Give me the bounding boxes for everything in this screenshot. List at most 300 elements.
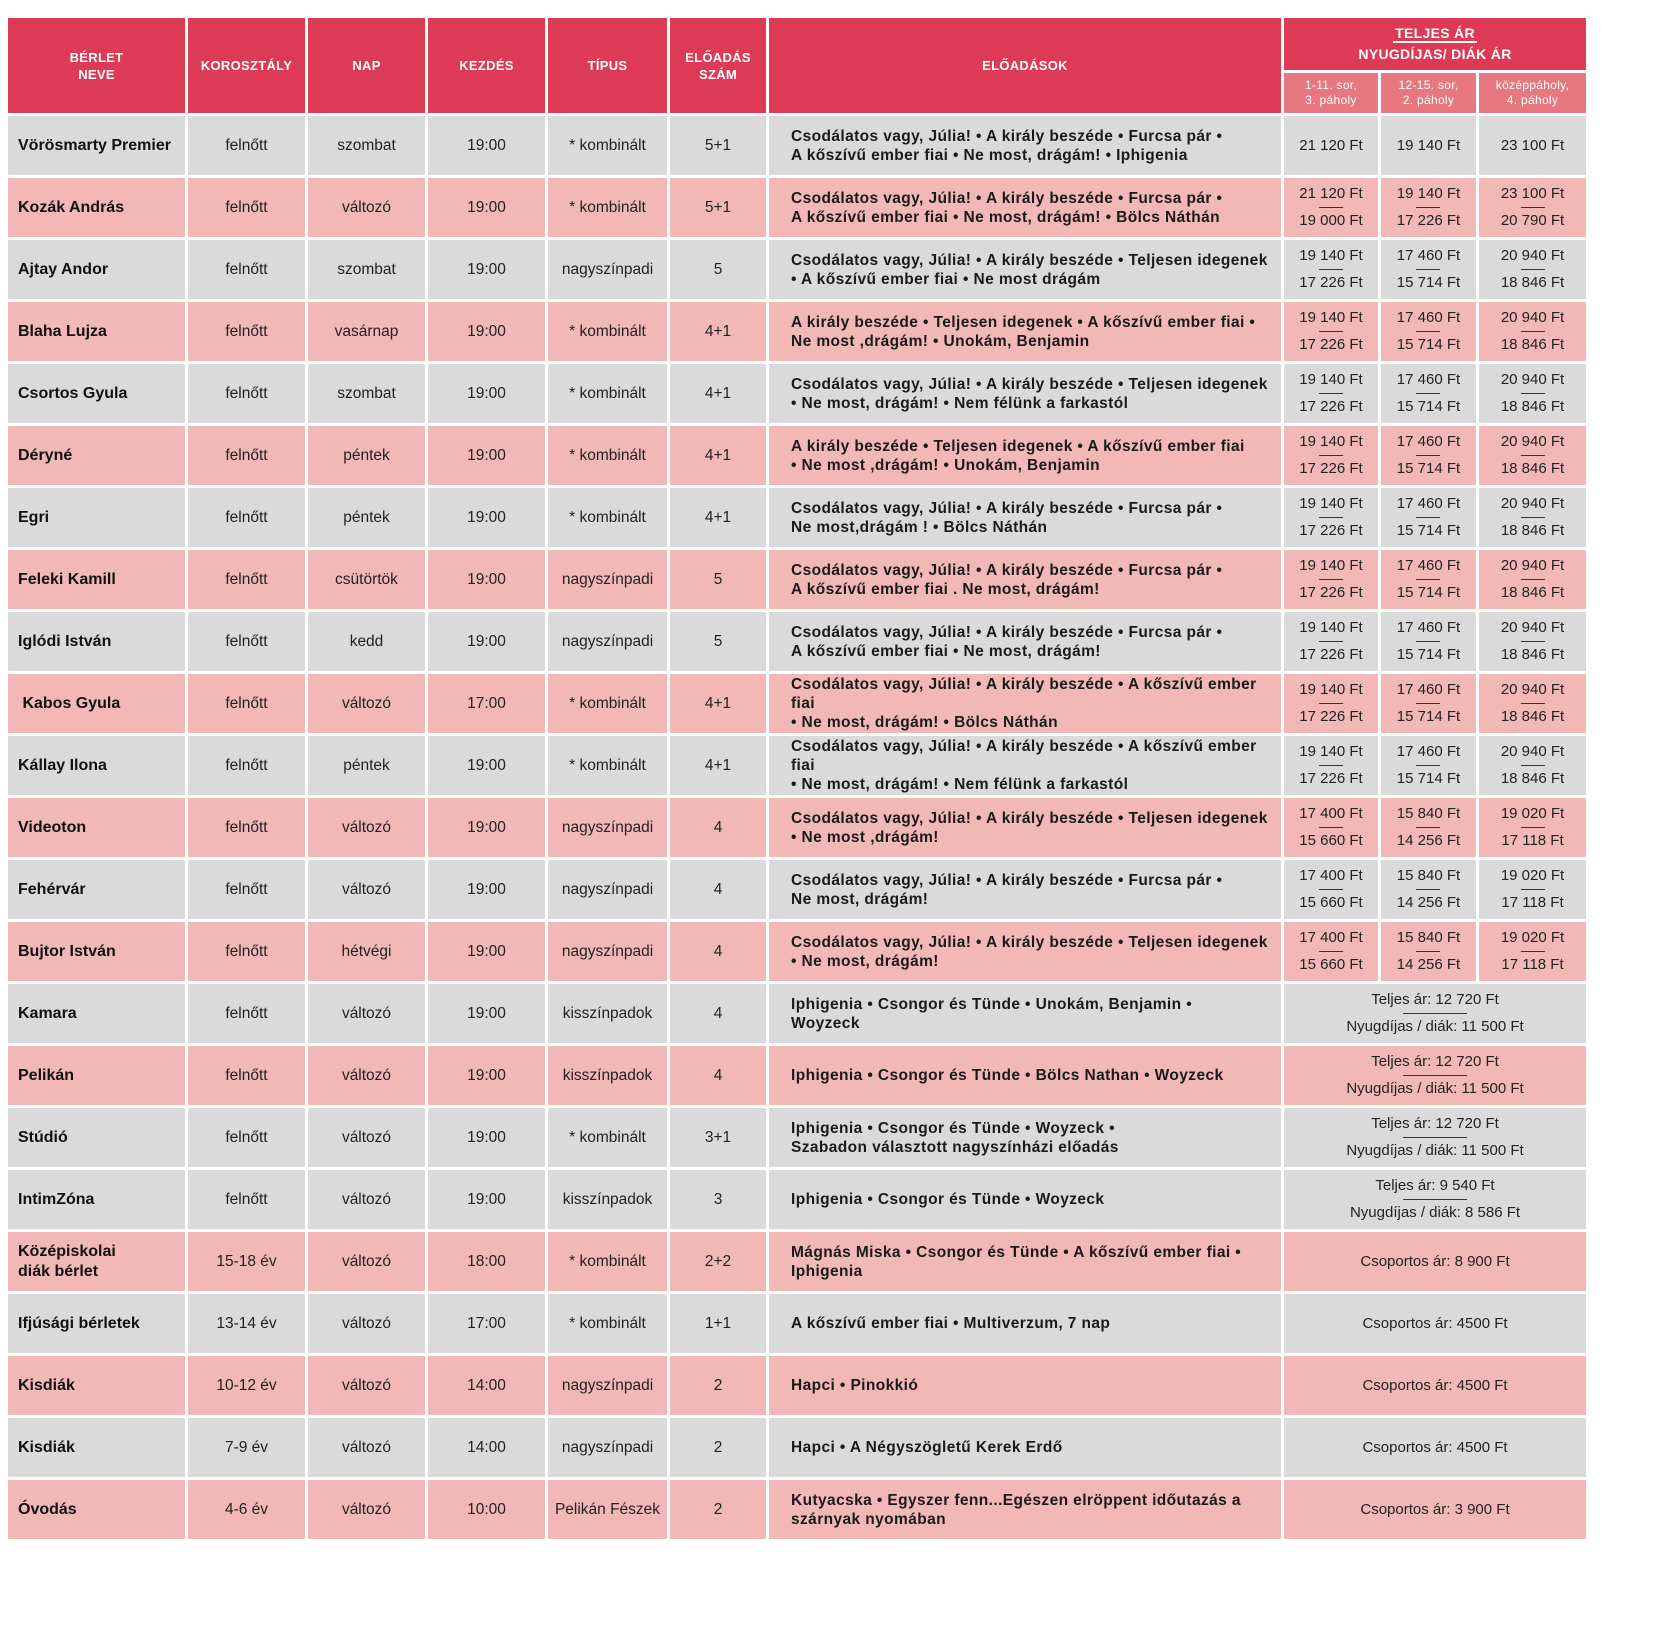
price-zone-2 — [1381, 550, 1476, 609]
start-time: 19:00 — [428, 612, 545, 671]
age-group: felnőtt — [188, 488, 305, 547]
subscription-name — [8, 984, 185, 1043]
reduced-price: 18 846 Ft — [1500, 398, 1565, 415]
day: változó — [308, 674, 425, 733]
fraction-divider — [1521, 703, 1545, 704]
reduced-price: 18 846 Ft — [1500, 522, 1565, 539]
subscription-name — [8, 116, 185, 175]
shows-line-2: Ne most, drágám! — [791, 890, 929, 908]
fraction-divider — [1403, 1075, 1467, 1076]
reduced-price: 15 660 Ft — [1299, 832, 1363, 849]
start-time: 19:00 — [428, 984, 545, 1043]
table-row — [8, 364, 1586, 423]
group-price: Csoportos ár: 3 900 Ft — [1284, 1480, 1586, 1539]
full-price: 20 940 Ft — [1500, 743, 1565, 760]
fraction-divider — [1521, 641, 1545, 642]
subscription-name — [8, 860, 185, 919]
fraction-divider — [1521, 579, 1545, 580]
full-price: 20 940 Ft — [1500, 619, 1565, 636]
full-price: 23 100 Ft — [1500, 185, 1565, 202]
shows-list — [769, 860, 1281, 919]
reduced-price: 15 714 Ft — [1396, 584, 1461, 601]
age-group: felnőtt — [188, 240, 305, 299]
reduced-price: 17 226 Ft — [1299, 460, 1363, 477]
full-price: 17 460 Ft — [1396, 433, 1461, 450]
price-fraction — [1397, 804, 1460, 851]
day: változó — [308, 984, 425, 1043]
shows-line-2: • Ne most, drágám! — [791, 952, 939, 970]
type: nagyszínpadi — [548, 612, 667, 671]
age-group: felnőtt — [188, 364, 305, 423]
fraction-divider — [1319, 269, 1343, 270]
shows-list — [769, 488, 1281, 547]
fraction-divider — [1416, 579, 1440, 580]
subscription-name-text: Kamara — [18, 1004, 77, 1022]
subscription-name-text: Feleki Kamill — [18, 570, 116, 588]
day: változó — [308, 1480, 425, 1539]
table-row — [8, 240, 1586, 299]
start-time: 19:00 — [428, 1108, 545, 1167]
shows-line-1: Iphigenia • Csongor és Tünde • Unokám, Benjamin • — [791, 995, 1193, 1013]
start-time: 19:00 — [428, 364, 545, 423]
shows-list — [769, 364, 1281, 423]
start-time: 19:00 — [428, 860, 545, 919]
full-price: 17 460 Ft — [1396, 309, 1461, 326]
subscription-name — [8, 550, 185, 609]
price-fraction — [1299, 370, 1362, 417]
full-price: 17 400 Ft — [1299, 929, 1363, 946]
age-group: 10-12 év — [188, 1356, 305, 1415]
price-fraction — [1397, 370, 1460, 417]
subscription-table — [5, 15, 1589, 1542]
price-fraction — [1397, 556, 1460, 603]
price-zone-3 — [1479, 922, 1586, 981]
price-zone-3 — [1479, 488, 1586, 547]
age-group: 7-9 év — [188, 1418, 305, 1477]
combined-price — [1284, 984, 1586, 1043]
subscription-name-text: Stúdió — [18, 1128, 68, 1146]
show-count: 4 — [670, 984, 766, 1043]
age-group: felnőtt — [188, 116, 305, 175]
price-zone-1 — [1284, 736, 1378, 795]
price-zone-2 — [1381, 426, 1476, 485]
reduced-price: 17 226 Ft — [1299, 398, 1363, 415]
shows-line-1: Csodálatos vagy, Júlia! • A király beszéde • Furcsa pár • — [791, 127, 1223, 145]
table-row — [8, 1170, 1586, 1229]
reduced-price: 15 714 Ft — [1396, 646, 1461, 663]
start-time: 10:00 — [428, 1480, 545, 1539]
price-zone-2 — [1381, 922, 1476, 981]
reduced-price: 15 660 Ft — [1299, 956, 1363, 973]
reduced-price: 17 226 Ft — [1299, 770, 1363, 787]
start-time: 19:00 — [428, 922, 545, 981]
show-count: 5+1 — [670, 116, 766, 175]
price-zone-1: 21 120 Ft — [1284, 116, 1378, 175]
price-zone-3 — [1479, 426, 1586, 485]
show-count: 1+1 — [670, 1294, 766, 1353]
fraction-divider — [1319, 455, 1343, 456]
header-age: KOROSZTÁLY — [188, 18, 305, 113]
reduced-price: 14 256 Ft — [1396, 956, 1461, 973]
start-time: 19:00 — [428, 488, 545, 547]
start-time: 19:00 — [428, 550, 545, 609]
shows-list — [769, 1480, 1281, 1539]
subscription-name — [8, 736, 185, 795]
age-group: felnőtt — [188, 302, 305, 361]
fraction-divider — [1416, 951, 1440, 952]
start-time: 19:00 — [428, 302, 545, 361]
full-price: 17 460 Ft — [1396, 371, 1461, 388]
shows-line-2: Iphigenia — [791, 1262, 863, 1280]
type: Pelikán Fészek — [548, 1480, 667, 1539]
table-row — [8, 674, 1586, 733]
show-count: 2+2 — [670, 1232, 766, 1291]
age-group: felnőtt — [188, 1046, 305, 1105]
shows-line-1: Iphigenia • Csongor és Tünde • Woyzeck • — [791, 1119, 1115, 1137]
price-zone-2 — [1381, 488, 1476, 547]
reduced-price: 17 226 Ft — [1299, 336, 1363, 353]
shows-line-2: • Ne most ,drágám! — [791, 828, 939, 846]
header-day: NAP — [308, 18, 425, 113]
fraction-divider — [1319, 393, 1343, 394]
age-group: felnőtt — [188, 798, 305, 857]
fraction-divider — [1521, 455, 1545, 456]
reduced-price: 17 226 Ft — [1396, 212, 1461, 229]
price-zone-2 — [1381, 178, 1476, 237]
show-count: 5 — [670, 240, 766, 299]
price-fraction — [1397, 184, 1460, 231]
shows-line-1: Hapci • Pinokkió — [791, 1377, 919, 1394]
full-price: 19 140 Ft — [1299, 433, 1363, 450]
price-fraction — [1346, 1114, 1523, 1161]
fraction-divider — [1416, 703, 1440, 704]
price-zone-3 — [1479, 550, 1586, 609]
price-zone-3 — [1479, 302, 1586, 361]
shows-line-1: Csodálatos vagy, Júlia! • A király beszéde • Furcsa pár • — [791, 189, 1223, 207]
fraction-divider — [1319, 207, 1343, 208]
shows-line-2: • Ne most, drágám! • Nem félünk a farkastól — [791, 394, 1129, 412]
type: * kombinált — [548, 364, 667, 423]
fraction-divider — [1416, 641, 1440, 642]
full-price: 20 940 Ft — [1500, 557, 1565, 574]
day: változó — [308, 1170, 425, 1229]
type: * kombinált — [548, 1108, 667, 1167]
fraction-divider — [1416, 517, 1440, 518]
table-row — [8, 1480, 1586, 1539]
subscription-name-text: Bujtor István — [18, 942, 116, 960]
header-name: BÉRLET NEVE — [8, 18, 185, 113]
shows-line-1: Csodálatos vagy, Júlia! • A király beszéde • Teljesen idegenek — [791, 251, 1268, 269]
shows-line-1: Iphigenia • Csongor és Tünde • Woyzeck — [791, 1191, 1105, 1208]
subscription-name — [8, 302, 185, 361]
header-shows: ELŐADÁSOK — [769, 18, 1281, 113]
table-row — [8, 1108, 1586, 1167]
price-fraction — [1397, 246, 1460, 293]
reduced-price: 18 846 Ft — [1500, 770, 1565, 787]
price-zone-2 — [1381, 674, 1476, 733]
show-count: 4+1 — [670, 364, 766, 423]
full-price: 17 460 Ft — [1396, 619, 1461, 636]
fraction-divider — [1319, 827, 1343, 828]
price-zone-1 — [1284, 798, 1378, 857]
shows-line-1: Csodálatos vagy, Júlia! • A király beszéde • Teljesen idegenek — [791, 809, 1268, 827]
shows-list — [769, 302, 1281, 361]
subscription-name — [8, 488, 185, 547]
reduced-price: 15 714 Ft — [1396, 274, 1461, 291]
show-count: 3+1 — [670, 1108, 766, 1167]
fraction-divider — [1521, 207, 1545, 208]
price-fraction — [1299, 308, 1362, 355]
show-count: 2 — [670, 1418, 766, 1477]
shows-list — [769, 178, 1281, 237]
subscription-name-text: Kisdiák — [18, 1376, 75, 1394]
start-time: 19:00 — [428, 426, 545, 485]
shows-list — [769, 984, 1281, 1043]
fraction-divider — [1521, 827, 1545, 828]
reduced-price: 17 118 Ft — [1501, 832, 1564, 849]
price-fraction — [1350, 1176, 1520, 1223]
full-price: 20 940 Ft — [1500, 433, 1565, 450]
full-price: 19 140 Ft — [1299, 371, 1363, 388]
price-fraction — [1299, 804, 1362, 851]
table-row — [8, 178, 1586, 237]
type: * kombinált — [548, 302, 667, 361]
price-zone-2 — [1381, 364, 1476, 423]
start-time: 14:00 — [428, 1418, 545, 1477]
subscription-name-text: Kisdiák — [18, 1438, 75, 1456]
reduced-price: 15 714 Ft — [1396, 522, 1461, 539]
price-fraction — [1397, 308, 1460, 355]
type: * kombinált — [548, 426, 667, 485]
shows-line-2: A kőszívű ember fiai • Ne most, drágám! • Iphigenia — [791, 146, 1188, 164]
price-zone-3 — [1479, 674, 1586, 733]
reduced-price: 17 118 Ft — [1501, 894, 1564, 911]
price-zone-1 — [1284, 922, 1378, 981]
price-zone-2 — [1381, 240, 1476, 299]
full-price: 17 460 Ft — [1396, 557, 1461, 574]
price-fraction — [1299, 246, 1362, 293]
reduced-price: 18 846 Ft — [1500, 646, 1565, 663]
subscription-name-text: Videoton — [18, 818, 87, 836]
day: szombat — [308, 116, 425, 175]
age-group: 4-6 év — [188, 1480, 305, 1539]
full-price: 21 120 Ft — [1299, 185, 1363, 202]
show-count: 4+1 — [670, 302, 766, 361]
fraction-divider — [1416, 827, 1440, 828]
reduced-price: 14 256 Ft — [1396, 894, 1461, 911]
subscription-name — [8, 612, 185, 671]
type: kisszínpadok — [548, 1170, 667, 1229]
reduced-price: 15 714 Ft — [1396, 398, 1461, 415]
header-price-zone-2: 12-15. sor, 2. páholy — [1381, 73, 1476, 113]
shows-line-2: A kőszívű ember fiai • Ne most, drágám! • Bölcs Náthán — [791, 208, 1220, 226]
price-zone-1 — [1284, 860, 1378, 919]
table-row — [8, 426, 1586, 485]
table-row — [8, 984, 1586, 1043]
full-price: 19 020 Ft — [1500, 929, 1565, 946]
price-fraction — [1397, 680, 1460, 727]
day: szombat — [308, 364, 425, 423]
full-price: Teljes ár: 12 720 Ft — [1371, 1115, 1499, 1132]
full-price: 20 940 Ft — [1500, 309, 1565, 326]
price-zone-2 — [1381, 798, 1476, 857]
fraction-divider — [1416, 269, 1440, 270]
type: * kombinált — [548, 178, 667, 237]
shows-list — [769, 1418, 1281, 1477]
table-row — [8, 116, 1586, 175]
shows-list — [769, 1046, 1281, 1105]
subscription-name — [8, 1170, 185, 1229]
subscription-name-text: Kállay Ilona — [18, 756, 107, 774]
shows-line-1: Mágnás Miska • Csongor és Tünde • A kőszívű ember fiai • — [791, 1243, 1242, 1261]
price-fraction — [1397, 432, 1460, 479]
type: * kombinált — [548, 488, 667, 547]
price-fraction — [1501, 184, 1564, 231]
fraction-divider — [1319, 703, 1343, 704]
subscription-name — [8, 240, 185, 299]
age-group: felnőtt — [188, 178, 305, 237]
show-count: 2 — [670, 1480, 766, 1539]
shows-list — [769, 922, 1281, 981]
type: nagyszínpadi — [548, 798, 667, 857]
price-zone-1 — [1284, 302, 1378, 361]
shows-list — [769, 612, 1281, 671]
subscription-name — [8, 178, 185, 237]
full-price: 19 140 Ft — [1299, 681, 1363, 698]
shows-list — [769, 1170, 1281, 1229]
table-row — [8, 922, 1586, 981]
show-count: 5 — [670, 612, 766, 671]
day: változó — [308, 178, 425, 237]
shows-line-1: Csodálatos vagy, Júlia! • A király beszéde • Furcsa pár • — [791, 871, 1223, 889]
type: * kombinált — [548, 674, 667, 733]
price-fraction — [1501, 618, 1564, 665]
reduced-price: 15 714 Ft — [1396, 708, 1461, 725]
subscription-name-text: Egri — [18, 508, 50, 526]
subscription-name-text: Ajtay Andor — [18, 260, 109, 278]
subscription-name-text: Pelikán — [18, 1066, 75, 1084]
combined-price — [1284, 1046, 1586, 1105]
price-fraction — [1299, 556, 1362, 603]
subscription-name-line2: diák bérlet — [18, 1262, 99, 1280]
price-zone-3 — [1479, 798, 1586, 857]
day: péntek — [308, 426, 425, 485]
start-time: 19:00 — [428, 1046, 545, 1105]
age-group: felnőtt — [188, 984, 305, 1043]
full-price: 15 840 Ft — [1396, 805, 1461, 822]
price-zone-2: 19 140 Ft — [1381, 116, 1476, 175]
subscription-name-text: Óvodás — [18, 1500, 77, 1518]
combined-price — [1284, 1170, 1586, 1229]
price-fraction — [1346, 990, 1523, 1037]
price-fraction — [1501, 246, 1564, 293]
show-count: 2 — [670, 1356, 766, 1415]
table-row — [8, 736, 1586, 795]
header-price: TELJES ÁR NYUGDÍJAS/ DIÁK ÁR — [1284, 18, 1586, 70]
day: változó — [308, 1108, 425, 1167]
shows-list — [769, 1108, 1281, 1167]
reduced-price: 17 118 Ft — [1501, 956, 1564, 973]
price-fraction — [1501, 370, 1564, 417]
price-fraction — [1299, 742, 1362, 789]
shows-list — [769, 674, 1281, 733]
show-count: 4+1 — [670, 488, 766, 547]
subscription-name — [8, 1356, 185, 1415]
age-group: 13-14 év — [188, 1294, 305, 1353]
fraction-divider — [1521, 269, 1545, 270]
subscription-name-text: Kozák András — [18, 198, 125, 216]
full-price: 20 940 Ft — [1500, 495, 1565, 512]
price-zone-3: 23 100 Ft — [1479, 116, 1586, 175]
day: csütörtök — [308, 550, 425, 609]
start-time: 19:00 — [428, 178, 545, 237]
shows-line-2: • Ne most, drágám! • Nem félünk a farkastól — [791, 776, 1129, 793]
full-price: 19 140 Ft — [1299, 557, 1363, 574]
start-time: 19:00 — [428, 1170, 545, 1229]
price-fraction — [1501, 308, 1564, 355]
fraction-divider — [1319, 517, 1343, 518]
subscription-name — [8, 1232, 185, 1291]
fraction-divider — [1416, 393, 1440, 394]
subscription-name — [8, 1046, 185, 1105]
shows-line-1: Iphigenia • Csongor és Tünde • Bölcs Nathan • Woyzeck — [791, 1067, 1224, 1084]
table-row — [8, 1046, 1586, 1105]
price-zone-1 — [1284, 240, 1378, 299]
subscription-name-text: Déryné — [18, 446, 73, 464]
subscription-name — [8, 1418, 185, 1477]
full-price: 19 140 Ft — [1299, 309, 1363, 326]
type: nagyszínpadi — [548, 1356, 667, 1415]
price-zone-1 — [1284, 426, 1378, 485]
reduced-price: 15 714 Ft — [1396, 460, 1461, 477]
shows-line-2: szárnyak nyomában — [791, 1510, 946, 1528]
shows-list — [769, 1356, 1281, 1415]
full-price: 19 140 Ft — [1299, 743, 1363, 760]
age-group: felnőtt — [188, 674, 305, 733]
start-time: 19:00 — [428, 116, 545, 175]
full-price: 17 460 Ft — [1396, 681, 1461, 698]
fraction-divider — [1521, 393, 1545, 394]
age-group: felnőtt — [188, 1170, 305, 1229]
price-zone-2 — [1381, 612, 1476, 671]
shows-line-1: Csodálatos vagy, Júlia! • A király beszéde • Furcsa pár • — [791, 499, 1223, 517]
subscription-name-text: Középiskolai — [18, 1242, 116, 1260]
shows-line-2: A kőszívű ember fiai • Ne most, drágám! — [791, 642, 1101, 660]
type: * kombinált — [548, 116, 667, 175]
type: nagyszínpadi — [548, 860, 667, 919]
full-price: 15 840 Ft — [1396, 929, 1461, 946]
price-fraction — [1501, 928, 1564, 975]
price-fraction — [1299, 928, 1362, 975]
reduced-price: 17 226 Ft — [1299, 522, 1363, 539]
header-price-zone-1: 1-11. sor, 3. páholy — [1284, 73, 1378, 113]
age-group: 15-18 év — [188, 1232, 305, 1291]
price-zone-3 — [1479, 736, 1586, 795]
type: kisszínpadok — [548, 1046, 667, 1105]
fraction-divider — [1416, 455, 1440, 456]
subscription-name-text: Iglódi István — [18, 632, 112, 650]
full-price: Teljes ár: 9 540 Ft — [1375, 1177, 1495, 1194]
fraction-divider — [1521, 889, 1545, 890]
table-header — [8, 18, 1586, 113]
table-row — [8, 612, 1586, 671]
reduced-price: 17 226 Ft — [1299, 708, 1363, 725]
fraction-divider — [1403, 1137, 1467, 1138]
price-fraction — [1501, 556, 1564, 603]
header-count: ELŐADÁS SZÁM — [670, 18, 766, 113]
price-fraction — [1501, 804, 1564, 851]
show-count: 5+1 — [670, 178, 766, 237]
